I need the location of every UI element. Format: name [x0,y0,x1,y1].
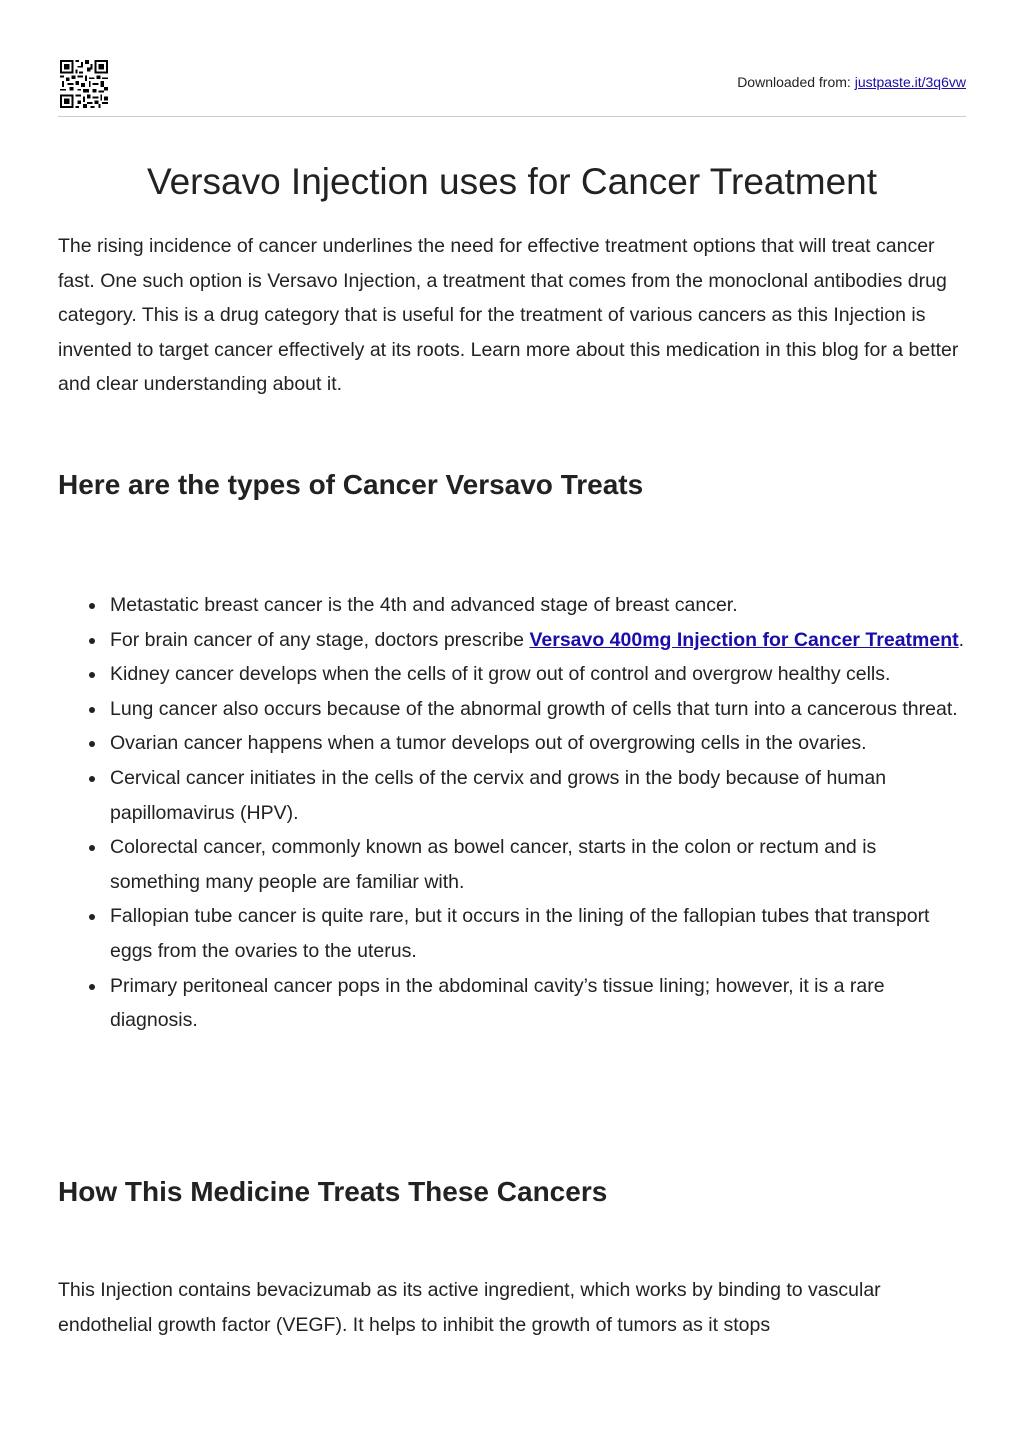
intro-paragraph: The rising incidence of cancer underlines the need for effective treatment options that will treat cancer fast. One such option is Versavo Injection, a treatment that comes from the monoclonal antibodies drug category. This is a drug category that is useful for the treatment of various cancers as this Injection is invented to target cancer effectively at its roots. Learn more about this medication in this blog for a better and clear understanding about it. [58,235,959,396]
brain-cancer-text: For brain cancer of any stage, doctors prescribe [110,628,530,651]
source-link[interactable]: justpaste.it/3q6vw [854,74,966,90]
list-item: Ovarian cancer happens when a tumor develops out of overgrowing cells in the ovaries. [110,726,966,761]
section-heading-cancer-types: Here are the types of Cancer Versavo Treats [58,469,644,500]
list-item: Metastatic breast cancer is the 4th and advanced stage of breast cancer. [110,588,966,623]
versavo-product-link[interactable]: Versavo 400mg Injection for Cancer Treatment [529,628,959,651]
downloaded-from-label: Downloaded from: [737,74,855,90]
brain-cancer-suffix: . [958,628,965,651]
page-title: Versavo Injection uses for Cancer Treatment [146,161,878,202]
list-item-brain-cancer [110,623,966,658]
cancer-types-list [58,588,966,1038]
qr-code-icon [60,60,108,108]
page-header [58,0,966,117]
mechanism-paragraph: This Injection contains bevacizumab as its active ingredient, which works by binding to vascular endothelial growth factor (VEGF). It helps to inhibit the growth of tumors as it stops [58,1279,881,1336]
document-page [58,0,966,1336]
downloaded-from-note [737,74,966,90]
section-heading-how-it-works: How This Medicine Treats These Cancers [58,1176,608,1207]
list-item: Fallopian tube cancer is quite rare, but it occurs in the lining of the fallopian tubes that transport eggs from the ovaries to the uterus. [110,899,966,968]
list-item: Kidney cancer develops when the cells of it grow out of control and overgrow healthy cells. [110,657,966,692]
list-item: Lung cancer also occurs because of the abnormal growth of cells that turn into a cancerous threat. [110,692,966,727]
list-item: Colorectal cancer, commonly known as bowel cancer, starts in the colon or rectum and is something many people are familiar with. [110,830,966,899]
list-item: Primary peritoneal cancer pops in the abdominal cavity’s tissue lining; however, it is a rare diagnosis. [110,969,966,1038]
list-item: Cervical cancer initiates in the cells of the cervix and grows in the body because of human papillomavirus (HPV). [110,761,966,830]
